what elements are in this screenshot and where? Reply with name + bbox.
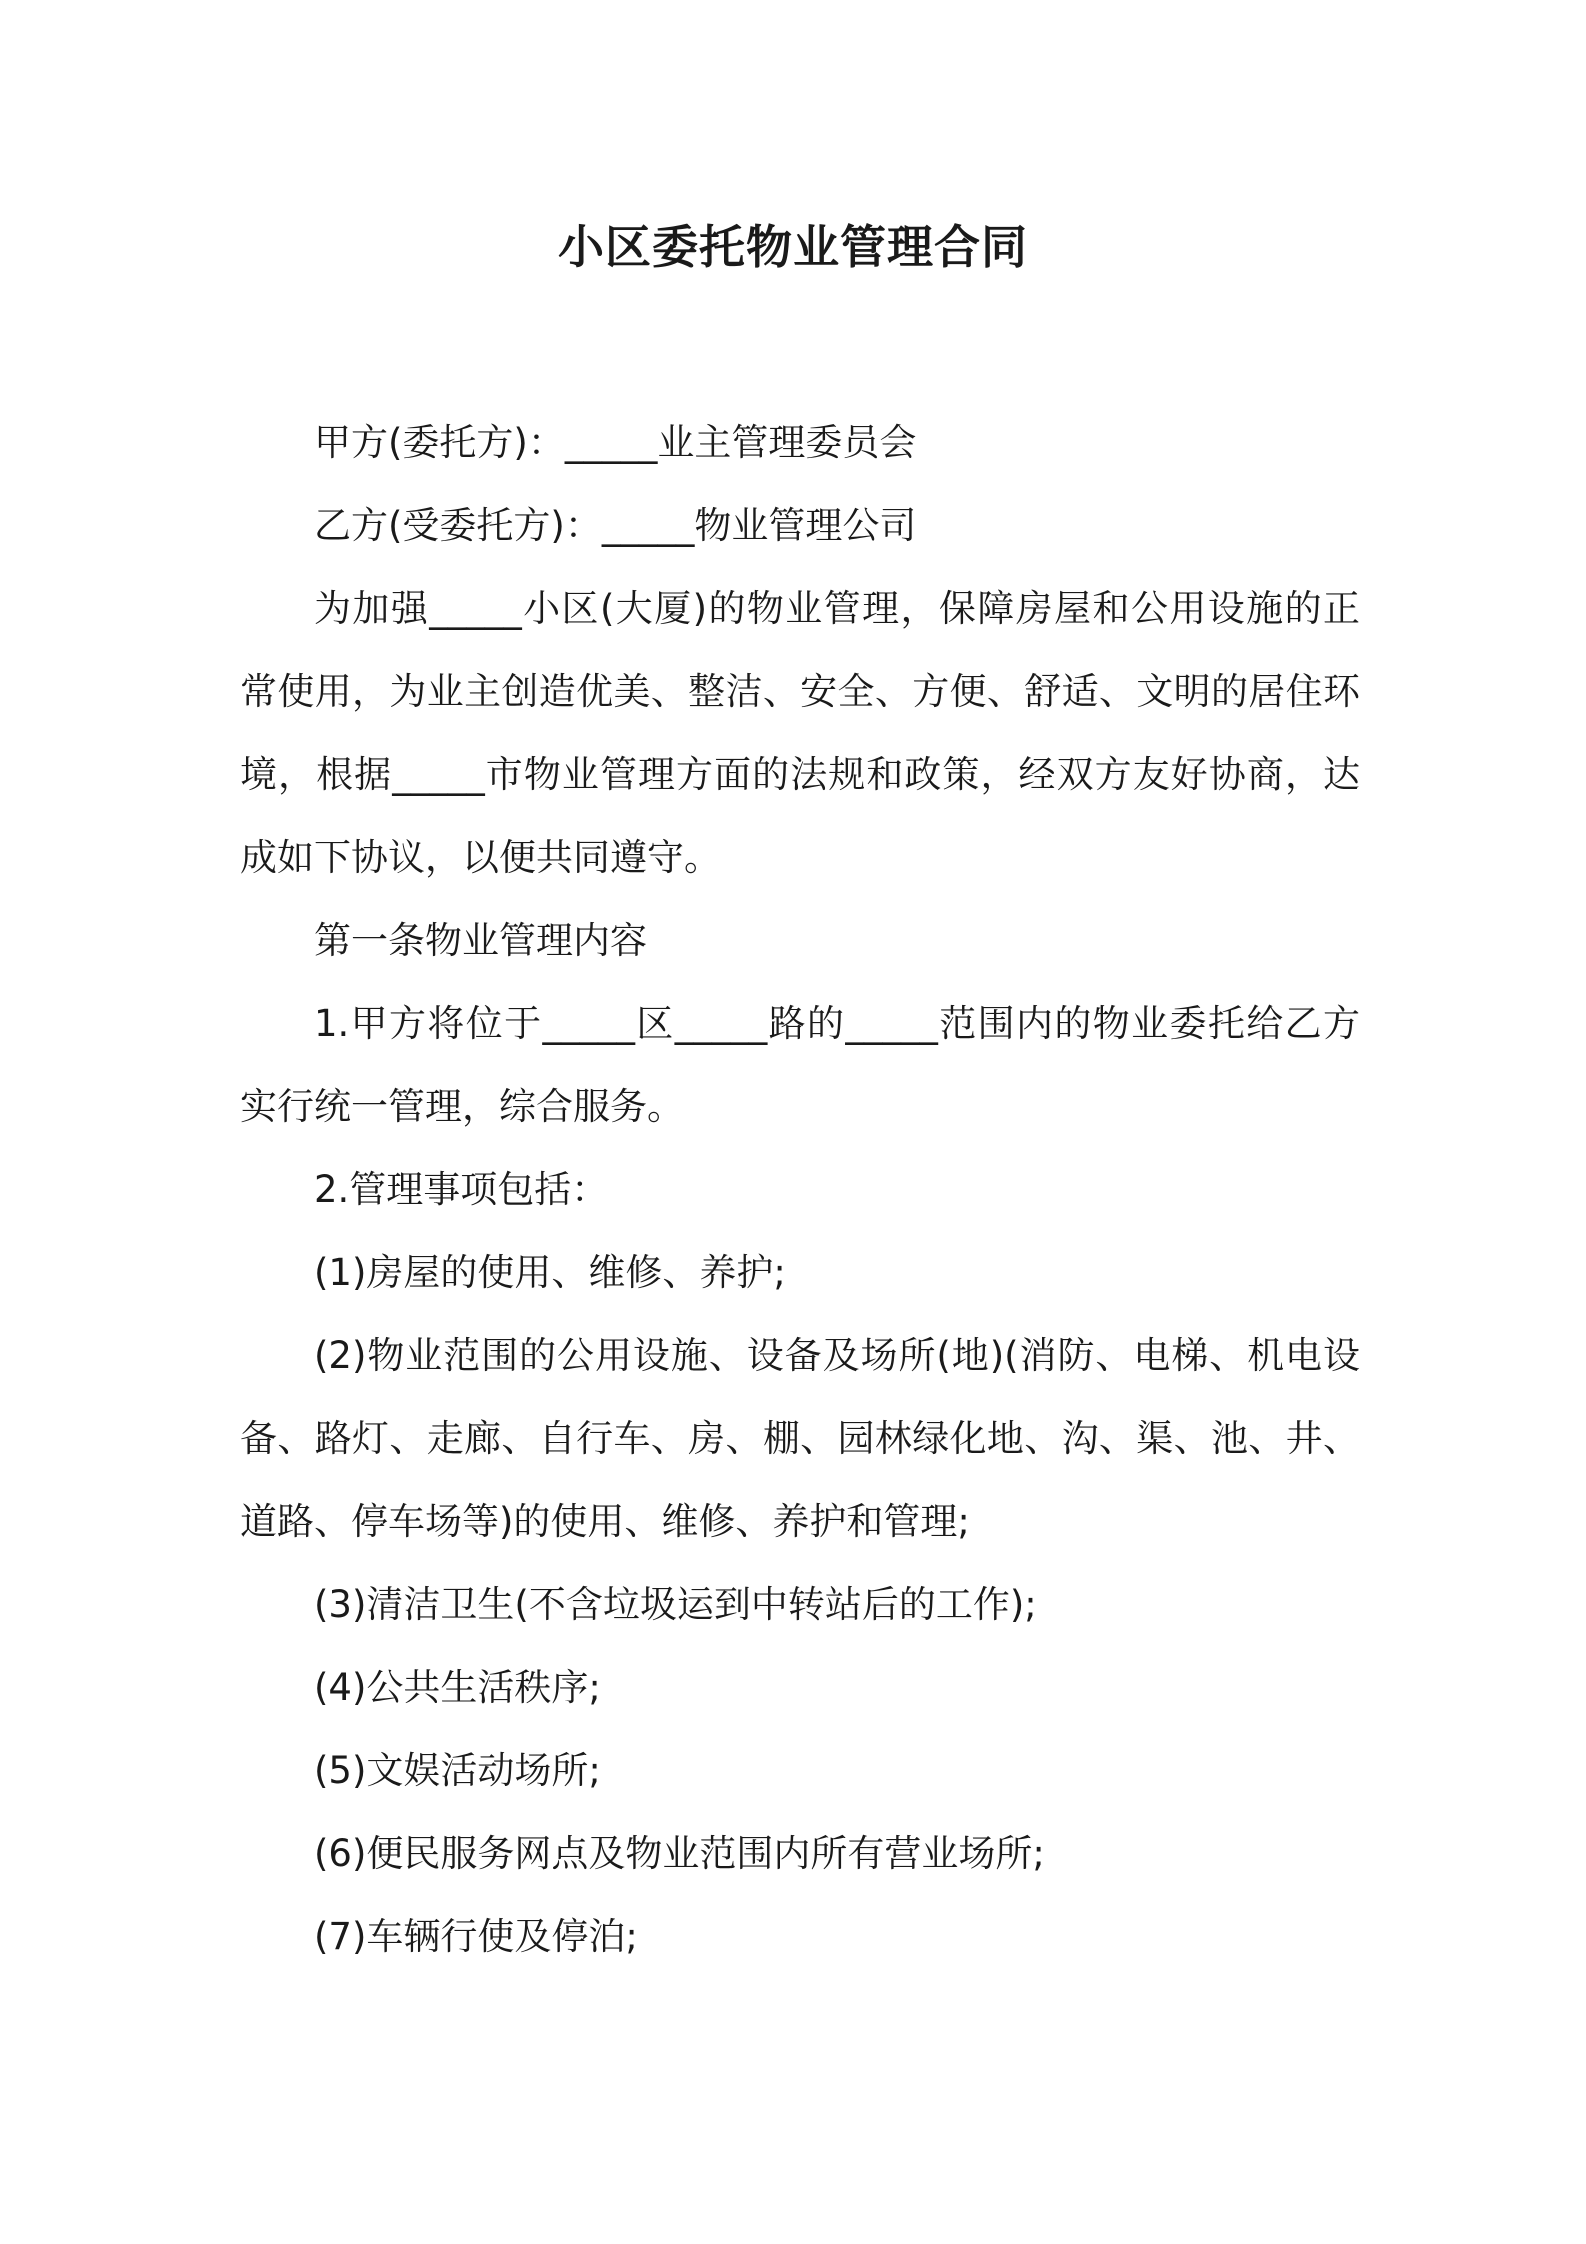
list-item: (3)清洁卫生(不含垃圾运到中转站后的工作); <box>314 1583 1037 1626</box>
list-item: (7)车辆行使及停泊; <box>314 1915 638 1958</box>
list-item: (1)房屋的使用、维修、养护; <box>314 1251 786 1294</box>
party-b-line: 乙方(受委托方)：_____物业管理公司 <box>314 504 917 547</box>
list-item: (6)便民服务网点及物业范围内所有营业场所; <box>314 1832 1045 1875</box>
article-1-heading: 第一条物业管理内容 <box>314 919 647 962</box>
clause-1: 1.甲方将位于_____区_____路的_____范围内的物业委托给乙方实行统一管理，综合服务。 <box>240 1002 1360 1128</box>
clause-2: 2.管理事项包括： <box>314 1168 609 1211</box>
preamble-paragraph: 为加强_____小区(大厦)的物业管理，保障房屋和公用设施的正常使用，为业主创造优美、整洁、安全、方便、舒适、文明的居住环境，根据_____市物业管理方面的法规和政策，经双方友好协商，达成如下协议，以便共同遵守。 <box>240 587 1360 879</box>
document-title: 小区委托物业管理合同 <box>558 220 1028 274</box>
list-item: (4)公共生活秩序; <box>314 1666 601 1709</box>
list-item: (2)物业范围的公用设施、设备及场所(地)(消防、电梯、机电设备、路灯、走廊、自行车、房、棚、园林绿化地、沟、渠、池、井、道路、停车场等)的使用、维修、养护和管理; <box>240 1334 1360 1543</box>
party-a-line: 甲方(委托方)：_____业主管理委员会 <box>314 421 917 464</box>
list-item: (5)文娱活动场所; <box>314 1749 601 1792</box>
document-body <box>240 401 1360 1978</box>
